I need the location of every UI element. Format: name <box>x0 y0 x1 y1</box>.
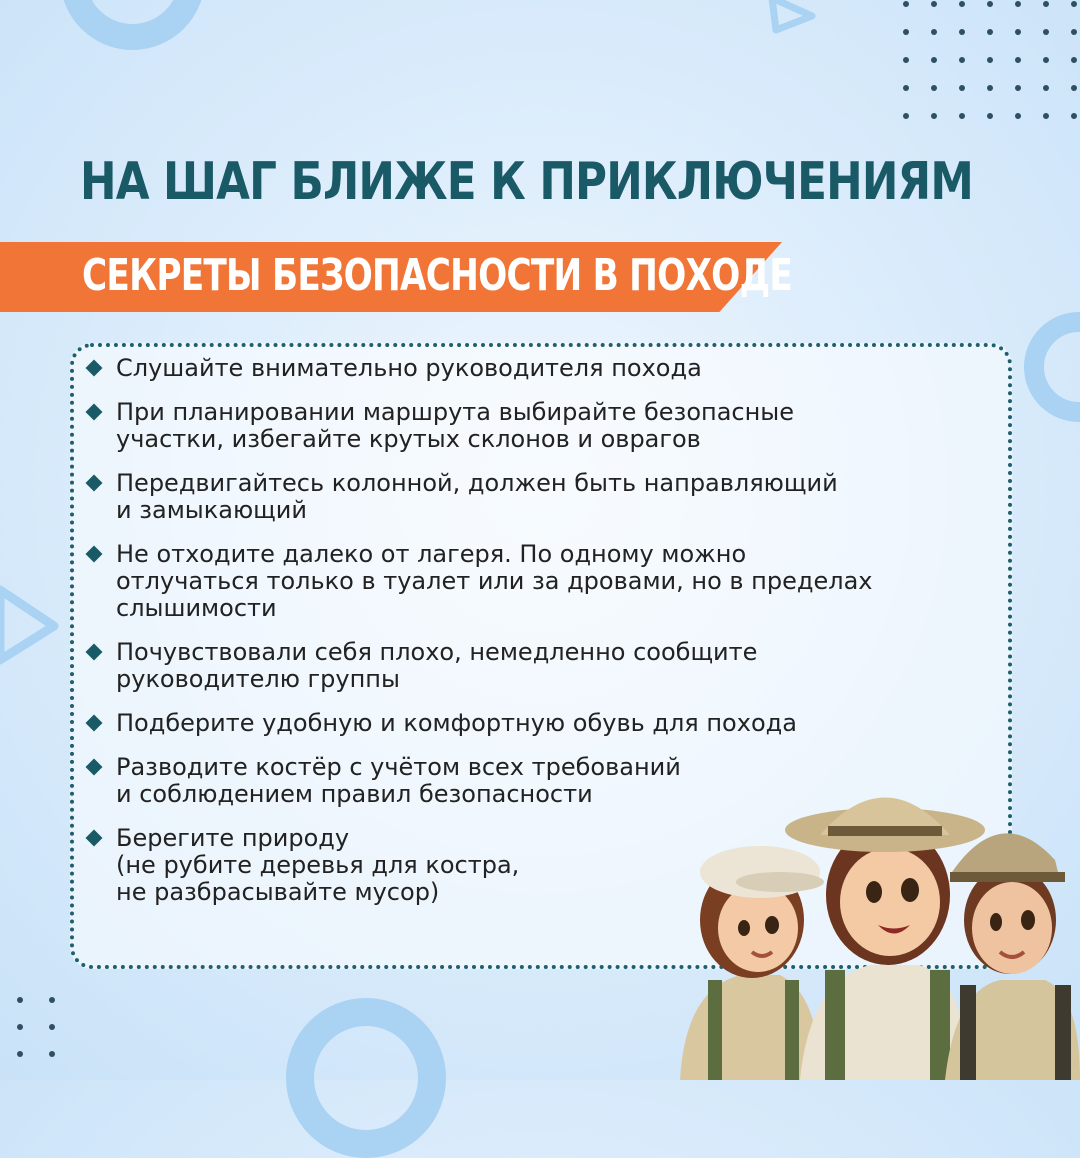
tip-line: руководителю группы <box>116 665 400 693</box>
tip-item <box>86 710 996 737</box>
tip-line: Передвигайтесь колонной, должен быть направляющий <box>116 469 838 497</box>
tip-line: Разводите костёр с учётом всех требований <box>116 753 681 781</box>
page-subtitle: СЕКРЕТЫ БЕЗОПАСНОСТИ В ПОХОДЕ <box>82 250 793 301</box>
tip-line: не разбрасывайте мусор) <box>116 878 440 906</box>
tip-item <box>86 399 996 453</box>
diamond-bullet-icon <box>86 759 103 776</box>
diamond-bullet-icon <box>86 475 103 492</box>
diamond-bullet-icon <box>86 404 103 421</box>
triangle-outline-icon-left <box>0 580 64 670</box>
decor-ring-right <box>1024 312 1080 422</box>
tip-line: слышимости <box>116 594 277 622</box>
tip-item <box>86 541 996 622</box>
kid-right <box>945 833 1080 1080</box>
tip-item <box>86 470 996 524</box>
tip-line: (не рубите деревья для костра, <box>116 851 520 879</box>
tip-line: отлучаться только в туалет или за дровами, но в пределах <box>116 567 873 595</box>
tip-line: Не отходите далеко от лагеря. По одному можно <box>116 540 747 568</box>
tip-line: Почувствовали себя плохо, немедленно сообщите <box>116 638 758 666</box>
triangle-outline-icon <box>760 0 820 36</box>
tip-item <box>86 639 996 693</box>
decor-ring-bottom <box>286 998 446 1158</box>
diamond-bullet-icon <box>86 830 103 847</box>
diamond-bullet-icon <box>86 360 103 377</box>
tip-line: Подберите удобную и комфортную обувь для похода <box>116 709 797 737</box>
tip-line: и замыкающий <box>116 496 307 524</box>
diamond-bullet-icon <box>86 715 103 732</box>
tip-line: При планировании маршрута выбирайте безопасные <box>116 398 794 426</box>
tip-line: Слушайте внимательно руководителя похода <box>116 354 702 382</box>
diamond-bullet-icon <box>86 546 103 563</box>
tip-line: участки, избегайте крутых склонов и оврагов <box>116 425 701 453</box>
decor-ring-top-left <box>60 0 205 50</box>
page-title: НА ШАГ БЛИЖЕ К ПРИКЛЮЧЕНИЯМ <box>80 152 973 212</box>
diamond-bullet-icon <box>86 644 103 661</box>
dots-pattern-bottom-left <box>14 995 64 1065</box>
kid-left <box>680 846 824 1080</box>
dots-pattern-top-right <box>900 0 1080 130</box>
tip-line: и соблюдением правил безопасности <box>116 780 593 808</box>
kids-hikers-illustration <box>660 780 1080 1080</box>
tip-line: Берегите природу <box>116 824 350 852</box>
tip-item <box>86 355 996 382</box>
